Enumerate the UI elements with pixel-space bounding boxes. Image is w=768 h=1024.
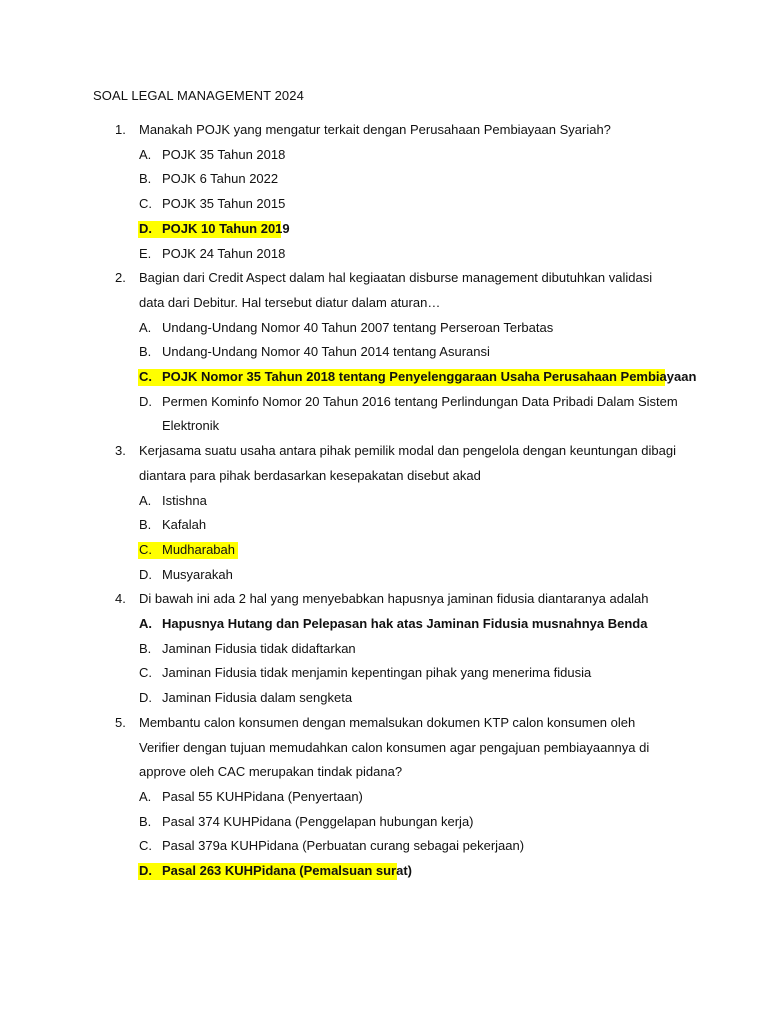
option-text: Mudharabah (162, 541, 235, 557)
option-text: POJK Nomor 35 Tahun 2018 tentang Penyelenggaraan Usaha Perusahaan Pembiayaan (162, 369, 697, 385)
option-text: Pasal 374 KUHPidana (Penggelapan hubungan kerja) (162, 813, 474, 829)
option-letter: A. (139, 146, 152, 162)
option-text: POJK 35 Tahun 2018 (162, 146, 286, 162)
option-letter: A. (139, 616, 152, 632)
option-a (0, 316, 768, 341)
question-number: 4. (115, 591, 126, 607)
document-title: SOAL LEGAL MANAGEMENT 2024 (93, 88, 304, 103)
option-letter: B. (139, 813, 152, 829)
option-letter: A. (139, 492, 152, 508)
option-letter: D. (139, 393, 152, 409)
option-letter: B. (139, 640, 152, 656)
option-letter: B. (139, 344, 152, 360)
option-letter: A. (139, 319, 152, 335)
option-text: Istishna (162, 492, 207, 508)
option-c (0, 661, 768, 686)
question-1 (0, 118, 768, 266)
option-text: Hapusnya Hutang dan Pelepasan hak atas Jaminan Fidusia musnahnya Benda (162, 616, 648, 632)
option-b (0, 340, 768, 365)
option-text: POJK 10 Tahun 2019 (162, 220, 290, 236)
option-letter: B. (139, 171, 152, 187)
question-number: 1. (115, 122, 126, 137)
option-a (0, 489, 768, 514)
option-letter: D. (139, 566, 152, 582)
option-b (0, 810, 768, 835)
option-list (0, 143, 768, 267)
option-text: Undang-Undang Nomor 40 Tahun 2007 tentang Perseroan Terbatas (162, 319, 554, 335)
question-number: 3. (115, 443, 126, 459)
option-d (0, 390, 768, 439)
question-text: Bagian dari Credit Aspect dalam hal kegiaatan disburse management dibutuhkan validasi data dari Debitur. Hal tersebut diatur dalam aturan… (139, 270, 653, 310)
option-d-answer-highlighted (0, 217, 768, 242)
option-text: Jaminan Fidusia tidak didaftarkan (162, 640, 356, 656)
question-list (0, 118, 768, 884)
option-d (0, 686, 768, 711)
option-letter: A. (139, 788, 152, 804)
option-text: Jaminan Fidusia dalam sengketa (162, 690, 353, 706)
option-c-answer-highlighted (0, 538, 768, 563)
option-letter: E. (139, 245, 152, 261)
option-d (0, 563, 768, 588)
option-text: Permen Kominfo Nomor 20 Tahun 2016 tentang Perlindungan Data Pribadi Dalam Sistem Elektronik (162, 393, 678, 434)
option-text: Undang-Undang Nomor 40 Tahun 2014 tentang Asuransi (162, 344, 490, 360)
question-5 (0, 711, 768, 884)
option-letter: D. (139, 690, 152, 706)
option-d-answer-highlighted (0, 859, 768, 884)
option-letter: D. (139, 863, 152, 879)
option-text: Musyarakah (162, 566, 233, 582)
question-3 (0, 439, 768, 587)
option-text: POJK 24 Tahun 2018 (162, 245, 286, 261)
option-list (0, 612, 768, 711)
question-number: 5. (115, 714, 126, 730)
option-letter: C. (139, 541, 152, 557)
question-text: Kerjasama suatu usaha antara pihak pemilik modal dan pengelola dengan keuntungan dibagi diantara para pihak berdasarkan kesepakatan disebut akad (139, 443, 676, 483)
option-text: Pasal 55 KUHPidana (Penyertaan) (162, 788, 363, 804)
option-a-answer-bold (0, 612, 768, 637)
option-c-answer-highlighted (0, 365, 768, 390)
option-text: Jaminan Fidusia tidak menjamin kepentingan pihak yang menerima fidusia (162, 665, 592, 681)
option-list (0, 785, 768, 884)
option-a (0, 785, 768, 810)
option-text: POJK 35 Tahun 2015 (162, 196, 286, 212)
option-text: Kafalah (162, 517, 207, 533)
option-letter: C. (139, 369, 152, 385)
question-4 (0, 587, 768, 711)
question-text: Di bawah ini ada 2 hal yang menyebabkan hapusnya jaminan fidusia diantaranya adalah (139, 591, 649, 607)
option-letter: C. (139, 838, 152, 854)
option-letter: D. (139, 220, 152, 236)
option-letter: C. (139, 196, 152, 212)
option-list (0, 489, 768, 588)
option-c (0, 834, 768, 859)
option-c (0, 192, 768, 217)
option-text: Pasal 379a KUHPidana (Perbuatan curang sebagai pekerjaan) (162, 838, 525, 854)
question-2 (0, 266, 768, 439)
option-b (0, 513, 768, 538)
option-b (0, 637, 768, 662)
option-letter: B. (139, 517, 152, 533)
option-letter: C. (139, 665, 152, 681)
option-b (0, 167, 768, 192)
question-number: 2. (115, 270, 126, 286)
question-text: Manakah POJK yang mengatur terkait dengan Perusahaan Pembiayaan Syariah? (139, 122, 611, 137)
option-text: POJK 6 Tahun 2022 (162, 171, 279, 187)
option-text: Pasal 263 KUHPidana (Pemalsuan surat) (162, 863, 412, 879)
option-a (0, 143, 768, 168)
question-text: Membantu calon konsumen dengan memalsukan dokumen KTP calon konsumen oleh Verifier dengan tujuan memudahkan calon konsumen agar pengajuan pembiayaannya di approve oleh CAC merupakan tindak pidana? (139, 714, 650, 780)
option-e (0, 242, 768, 267)
option-list (0, 316, 768, 440)
